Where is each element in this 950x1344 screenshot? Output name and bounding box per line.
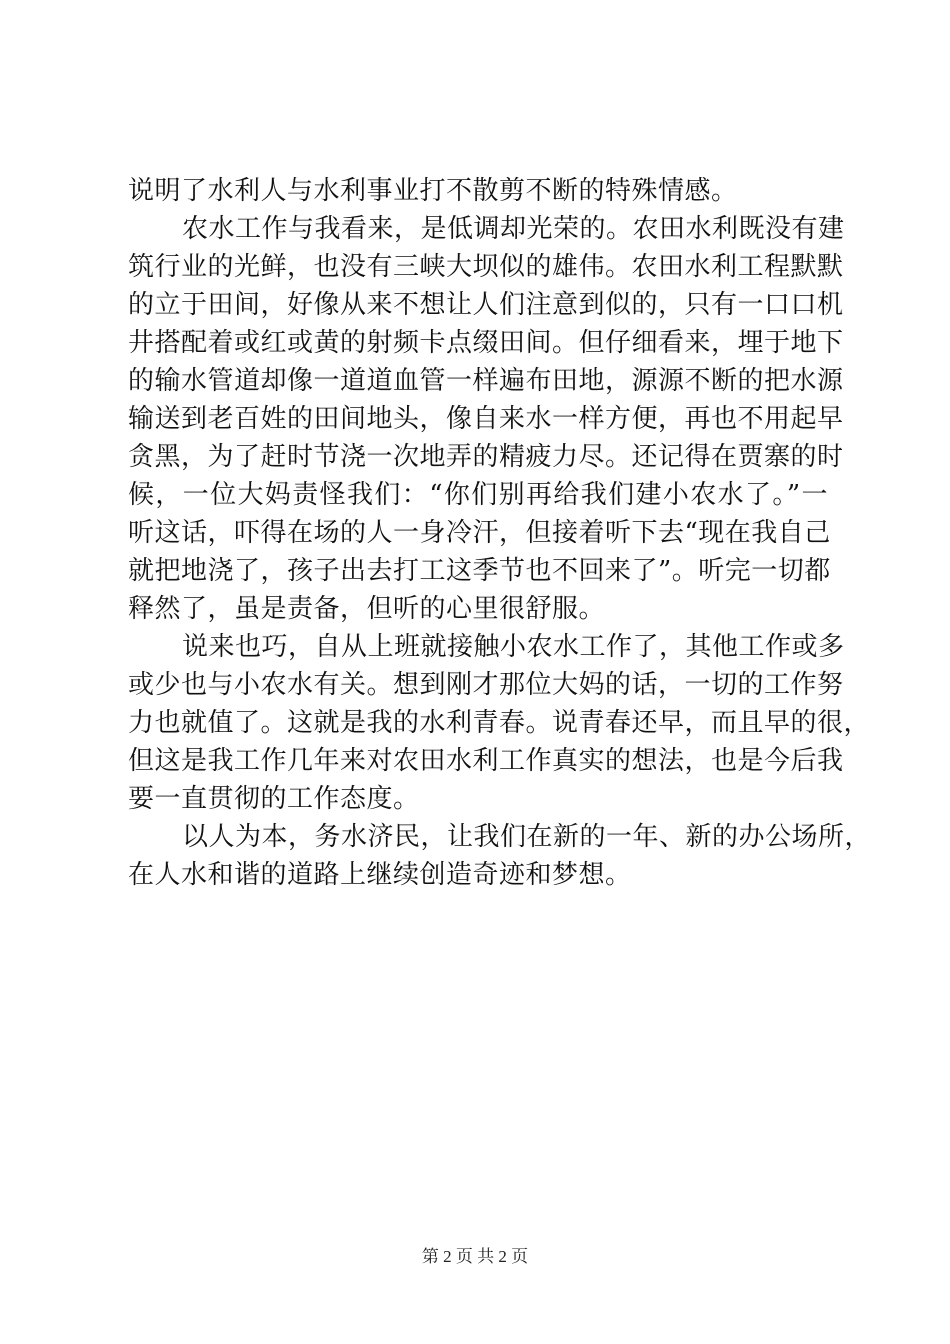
text-line: 要一直贯彻的工作态度。 — [128, 784, 420, 814]
text-line: 以人为本，务水济民，让我们在新的一年、新的办公场所， — [182, 822, 872, 852]
text-line: 候，一位大妈责怪我们：“你们别再给我们建小农水了。”一 — [128, 480, 828, 510]
text-line: 就把地浇了，孩子出去打工这季节也不回来了”。听完一切都 — [128, 556, 831, 586]
page-footer: 第 2 页 共 2 页 — [421, 1247, 529, 1266]
text-line: 但这是我工作几年来对农田水利工作真实的想法，也是今后我 — [128, 746, 844, 776]
text-line: 贪黑，为了赶时节浇一次地弄的精疲力尽。还记得在贾寨的时 — [128, 442, 844, 472]
document-body — [128, 172, 872, 894]
text-line: 输送到老百姓的田间地头，像自来水一样方便，再也不用起早 — [128, 404, 844, 434]
text-line: 力也就值了。这就是我的水利青春。说青春还早，而且早的很， — [128, 708, 871, 738]
text-line: 说明了水利人与水利事业打不散剪不断的特殊情感。 — [128, 176, 738, 206]
text-line: 听这话，吓得在场的人一身冷汗，但接着听下去“现在我自己 — [128, 518, 831, 548]
text-line: 释然了，虽是责备，但听的心里很舒服。 — [128, 594, 606, 624]
text-line: 井搭配着或红或黄的射频卡点缀田间。但仔细看来，埋于地下 — [128, 328, 844, 358]
text-line: 在人水和谐的道路上继续创造奇迹和梦想。 — [128, 860, 632, 890]
text-line: 农水工作与我看来，是低调却光荣的。农田水利既没有建 — [182, 214, 845, 244]
text-line: 的输水管道却像一道道血管一样遍布田地，源源不断的把水源 — [128, 366, 844, 396]
text-line: 或少也与小农水有关。想到刚才那位大妈的话，一切的工作努 — [128, 670, 844, 700]
text-line: 筑行业的光鲜，也没有三峡大坝似的雄伟。农田水利工程默默 — [128, 252, 844, 282]
text-line: 说来也巧，自从上班就接触小农水工作了，其他工作或多 — [182, 632, 845, 662]
text-line: 的立于田间，好像从来不想让人们注意到似的，只有一口口机 — [128, 290, 844, 320]
